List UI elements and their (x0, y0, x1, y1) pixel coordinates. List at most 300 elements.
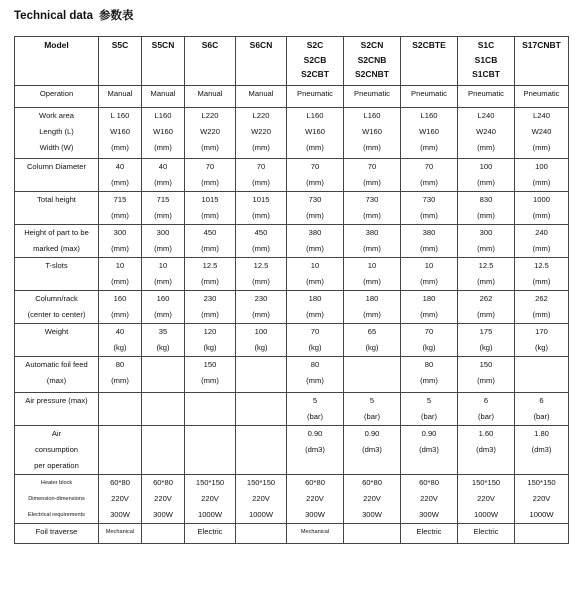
cell-text: 80 (310, 360, 320, 369)
table-cell (185, 108, 236, 159)
table-row (15, 393, 569, 426)
row-label (15, 393, 99, 426)
cell-text: (mm) (111, 244, 129, 253)
cell-text: (mm) (252, 211, 270, 220)
cell-text: (mm) (252, 310, 270, 319)
cell-text: (kg) (113, 343, 127, 352)
table-cell (99, 393, 142, 426)
cell-text: (mm) (154, 310, 172, 319)
cell-text: 70 (256, 162, 266, 171)
cell-text: (mm) (420, 211, 438, 220)
table-cell (401, 324, 458, 357)
cell-text: 220V (252, 494, 270, 503)
cell-text: S2CNB (357, 54, 387, 65)
header-model (287, 37, 344, 86)
cell-text: S2CN (360, 40, 384, 50)
table-cell (142, 291, 185, 324)
row-label (15, 192, 99, 225)
cell-text: (mm) (363, 277, 381, 286)
cell-text: W240 (476, 127, 496, 136)
table-row (15, 225, 569, 258)
row-label (15, 357, 99, 393)
cell-text: 12.5 (534, 261, 549, 270)
cell-text: (dm3) (305, 445, 325, 454)
table-cell (236, 291, 287, 324)
table-cell (142, 192, 185, 225)
cell-text: 230 (254, 294, 268, 303)
cell-text: (mm) (201, 143, 219, 152)
cell-text: Dimension-dimensions (28, 496, 85, 502)
cell-text: 1015 (252, 195, 270, 204)
cell-text: (mm) (252, 277, 270, 286)
table-cell (287, 159, 344, 192)
header-model (344, 37, 401, 86)
cell-text: 1.60 (478, 429, 494, 438)
table-cell (287, 393, 344, 426)
table-cell (344, 86, 401, 108)
cell-text: 120 (203, 327, 217, 336)
cell-text: (mm) (363, 211, 381, 220)
table-cell (515, 86, 569, 108)
cell-text: (mm) (154, 277, 172, 286)
cell-text: W240 (531, 127, 552, 136)
cell-text: 0.90 (421, 429, 437, 438)
table-cell (401, 192, 458, 225)
cell-text: 715 (113, 195, 127, 204)
table-cell (185, 475, 236, 524)
cell-text: Pneumatic (523, 89, 560, 98)
cell-text: 230 (203, 294, 217, 303)
table-cell (344, 393, 401, 426)
table-cell (458, 291, 515, 324)
table-cell (287, 86, 344, 108)
table-cell (99, 475, 142, 524)
table-cell (185, 524, 236, 544)
table-cell (344, 258, 401, 291)
cell-text: (kg) (365, 343, 379, 352)
table-cell (515, 475, 569, 524)
table-cell (401, 108, 458, 159)
table-cell (99, 159, 142, 192)
cell-text: Electrical requirements (28, 512, 85, 518)
table-cell (401, 86, 458, 108)
cell-text: Total height (37, 195, 76, 204)
cell-text: 70 (310, 162, 320, 171)
cell-text: (mm) (252, 244, 270, 253)
cell-text: 100 (254, 327, 268, 336)
table-cell (185, 159, 236, 192)
table-cell (236, 159, 287, 192)
table-cell (236, 192, 287, 225)
cell-text: 220V (363, 494, 381, 503)
cell-text: (mm) (477, 178, 495, 187)
table-cell (236, 324, 287, 357)
cell-text: 180 (422, 294, 436, 303)
cell-text: (max) (46, 376, 67, 385)
cell-text: W160 (153, 127, 173, 136)
table-cell (99, 108, 142, 159)
table-cell (401, 225, 458, 258)
cell-text: 450 (203, 228, 217, 237)
cell-text: 170 (535, 327, 548, 336)
cell-text: 380 (308, 228, 322, 237)
cell-text: W160 (305, 127, 325, 136)
table-cell (236, 108, 287, 159)
table-cell (142, 426, 185, 475)
table-cell (236, 258, 287, 291)
cell-text: 450 (254, 228, 268, 237)
cell-text: (bar) (306, 412, 324, 421)
table-cell (99, 357, 142, 393)
table-cell (99, 524, 142, 544)
table-cell (515, 393, 569, 426)
title-english: Technical data (14, 10, 94, 22)
cell-text: Heater block (40, 480, 73, 486)
table-cell (142, 524, 185, 544)
cell-text: 300 (479, 228, 493, 237)
table-cell (185, 258, 236, 291)
cell-text: Pneumatic (468, 89, 504, 98)
table-cell (142, 357, 185, 393)
cell-text: (mm) (201, 277, 219, 286)
row-label (15, 108, 99, 159)
cell-text: (mm) (477, 143, 495, 152)
table-cell (344, 524, 401, 544)
row-label (15, 524, 99, 544)
cell-text: 5 (369, 396, 375, 405)
cell-text: 80 (115, 360, 125, 369)
cell-text: (bar) (420, 412, 438, 421)
table-cell (99, 86, 142, 108)
cell-text: (mm) (532, 211, 551, 220)
cell-text: (kg) (534, 343, 549, 352)
cell-text: W160 (110, 127, 130, 136)
table-cell (515, 258, 569, 291)
cell-text: 5 (426, 396, 432, 405)
cell-text: (mm) (111, 376, 129, 385)
cell-text: Pneumatic (297, 89, 333, 98)
table-cell (236, 524, 287, 544)
table-cell (401, 357, 458, 393)
cell-text: S17CNBT (522, 40, 561, 50)
cell-text: 10 (424, 261, 434, 270)
table-cell (458, 108, 515, 159)
cell-text: 300W (153, 510, 173, 519)
cell-text: 60*80 (153, 478, 173, 487)
table-cell (401, 258, 458, 291)
cell-text: 40 (115, 327, 125, 336)
header-model (185, 37, 236, 86)
table-cell (344, 225, 401, 258)
cell-text: marked (max) (33, 244, 80, 253)
header-model-label (15, 37, 99, 86)
table-cell (185, 192, 236, 225)
cell-text: (mm) (477, 310, 495, 319)
cell-text: (dm3) (531, 445, 552, 454)
cell-text: 220V (420, 494, 438, 503)
table-cell (458, 86, 515, 108)
table-cell (458, 159, 515, 192)
cell-text: S1C (477, 40, 495, 50)
cell-text: 150 (479, 360, 493, 369)
cell-text: (mm) (252, 143, 270, 152)
cell-text: 12.5 (202, 261, 218, 270)
table-cell (236, 426, 287, 475)
header-model (236, 37, 287, 86)
cell-text: 65 (367, 327, 377, 336)
cell-text: L220 (252, 111, 270, 120)
table-cell (401, 159, 458, 192)
cell-text: per operation (34, 461, 79, 470)
cell-text: (mm) (532, 143, 551, 152)
header-row (15, 37, 569, 86)
cell-text: Work area (39, 111, 74, 120)
cell-text: 240 (535, 228, 548, 237)
technical-data-table (14, 36, 569, 544)
cell-text: 300W (362, 510, 382, 519)
cell-text: Air pressure (max) (25, 396, 88, 405)
row-label (15, 291, 99, 324)
cell-text: S6CN (249, 40, 273, 50)
table-cell (185, 357, 236, 393)
table-cell (287, 192, 344, 225)
cell-text: (mm) (363, 178, 381, 187)
cell-text: (dm3) (419, 445, 439, 454)
table-cell (185, 225, 236, 258)
table-cell (401, 426, 458, 475)
table-cell (344, 475, 401, 524)
cell-text: L160 (363, 111, 381, 120)
cell-text: 60*80 (305, 478, 325, 487)
cell-text: 300W (419, 510, 439, 519)
cell-text: Mechanical (105, 529, 135, 535)
table-cell (287, 524, 344, 544)
cell-text: 0.90 (364, 429, 380, 438)
cell-text: 150*150 (195, 478, 225, 487)
cell-text: (center to center) (27, 310, 86, 319)
cell-text: Electric (197, 527, 223, 536)
cell-text: T-slots (45, 261, 68, 270)
cell-text: W160 (419, 127, 439, 136)
table-cell (142, 225, 185, 258)
row-label (15, 426, 99, 475)
cell-text: Manual (107, 89, 133, 98)
cell-text: (mm) (306, 211, 324, 220)
table-cell (458, 357, 515, 393)
cell-text: 730 (422, 195, 436, 204)
cell-text: (mm) (306, 310, 324, 319)
cell-text: S2CNBT (354, 69, 389, 80)
table-row (15, 86, 569, 108)
cell-text: 1000 (533, 195, 550, 204)
table-cell (401, 475, 458, 524)
cell-text: 300 (156, 228, 170, 237)
table-cell (99, 192, 142, 225)
cell-text: 70 (367, 162, 377, 171)
table-cell (458, 475, 515, 524)
table-cell (458, 324, 515, 357)
row-label (15, 159, 99, 192)
table-cell (458, 393, 515, 426)
cell-text: Air (51, 429, 62, 438)
table-cell (515, 108, 569, 159)
cell-text: (mm) (201, 178, 219, 187)
cell-text: Column/rack (35, 294, 78, 303)
table-cell (236, 393, 287, 426)
title-chinese: 参数表 (99, 10, 134, 22)
cell-text: Electric (473, 527, 499, 536)
table-cell (142, 393, 185, 426)
cell-text: Pneumatic (411, 89, 447, 98)
table-cell (287, 475, 344, 524)
cell-text: S5C (111, 40, 129, 50)
cell-text: 160 (113, 294, 127, 303)
cell-text: (mm) (306, 178, 324, 187)
cell-text: L220 (201, 111, 219, 120)
cell-text: (mm) (111, 178, 129, 187)
table-cell (287, 258, 344, 291)
cell-text: 150 (203, 360, 217, 369)
header-model (515, 37, 569, 86)
cell-text: 175 (479, 327, 493, 336)
table-cell (344, 426, 401, 475)
cell-text: Weight (44, 327, 69, 336)
cell-text: 70 (424, 327, 434, 336)
cell-text: (kg) (203, 343, 217, 352)
table-cell (344, 192, 401, 225)
table-cell (515, 291, 569, 324)
table-cell (458, 426, 515, 475)
table-row (15, 524, 569, 544)
table-cell (142, 324, 185, 357)
cell-text: (mm) (420, 376, 438, 385)
cell-text: 220V (532, 494, 551, 503)
table-cell (142, 475, 185, 524)
cell-text: (mm) (252, 178, 270, 187)
cell-text: 730 (365, 195, 379, 204)
table-cell (287, 357, 344, 393)
cell-text: Operation (39, 89, 74, 98)
row-label (15, 324, 99, 357)
cell-text: 1.80 (534, 429, 549, 438)
cell-text: 1000W (529, 510, 554, 519)
cell-text: 715 (156, 195, 170, 204)
cell-text: (mm) (363, 143, 381, 152)
cell-text: (mm) (420, 178, 438, 187)
cell-text: (mm) (154, 244, 172, 253)
cell-text: 10 (158, 261, 168, 270)
cell-text: (mm) (154, 178, 172, 187)
table-cell (142, 159, 185, 192)
table-cell (458, 524, 515, 544)
cell-text: (mm) (477, 277, 495, 286)
cell-text: Automatic foil feed (25, 360, 88, 369)
table-cell (287, 426, 344, 475)
cell-text: Height of part to be (24, 228, 89, 237)
table-cell (515, 192, 569, 225)
cell-text: 80 (424, 360, 434, 369)
cell-text: (mm) (420, 143, 438, 152)
cell-text: 220V (201, 494, 219, 503)
table-cell (344, 357, 401, 393)
cell-text: S5CN (151, 40, 175, 50)
table-cell (185, 86, 236, 108)
cell-text: 150*150 (246, 478, 276, 487)
header-model (142, 37, 185, 86)
cell-text: 1015 (201, 195, 219, 204)
table-cell (236, 86, 287, 108)
cell-text: 1000W (473, 510, 499, 519)
cell-text: S1CB (474, 54, 498, 65)
cell-text: 300 (113, 228, 127, 237)
cell-text: 70 (310, 327, 320, 336)
cell-text: (bar) (533, 412, 550, 421)
header-model (99, 37, 142, 86)
cell-text: S2CBT (301, 69, 329, 80)
table-cell (287, 324, 344, 357)
cell-text: (mm) (420, 277, 438, 286)
cell-text: (mm) (532, 178, 551, 187)
cell-text: (mm) (111, 143, 129, 152)
cell-text: Foil traverse (35, 527, 78, 536)
table-cell (401, 524, 458, 544)
table-cell (515, 357, 569, 393)
cell-text: (kg) (479, 343, 493, 352)
cell-text: Electric (416, 527, 442, 536)
table-row (15, 357, 569, 393)
table-row (15, 108, 569, 159)
cell-text: (mm) (306, 244, 324, 253)
table-cell (236, 225, 287, 258)
table-cell (458, 225, 515, 258)
cell-text: (mm) (111, 277, 129, 286)
cell-text: Width (W) (39, 143, 74, 152)
table-cell (236, 475, 287, 524)
table-cell (344, 291, 401, 324)
table-cell (515, 225, 569, 258)
cell-text: (kg) (422, 343, 436, 352)
cell-text: 220V (154, 494, 172, 503)
table-cell (185, 393, 236, 426)
cell-text: 160 (156, 294, 170, 303)
cell-text: (dm3) (476, 445, 496, 454)
table-cell (401, 393, 458, 426)
header-model (401, 37, 458, 86)
table-cell (344, 324, 401, 357)
cell-text: 5 (312, 396, 318, 405)
cell-text: S1CBT (472, 69, 500, 80)
cell-text: 150*150 (471, 478, 501, 487)
table-cell (458, 258, 515, 291)
cell-text: (mm) (154, 143, 172, 152)
table-cell (185, 426, 236, 475)
cell-text: 10 (115, 261, 125, 270)
table-row (15, 291, 569, 324)
table-row (15, 159, 569, 192)
cell-text: Manual (150, 89, 176, 98)
table-row (15, 192, 569, 225)
cell-text: (mm) (201, 211, 219, 220)
table-cell (344, 108, 401, 159)
table-cell (99, 225, 142, 258)
cell-text: (mm) (532, 277, 551, 286)
cell-text: L 160 (110, 111, 130, 120)
cell-text: 262 (479, 294, 493, 303)
cell-text: (bar) (363, 412, 381, 421)
cell-text: W220 (251, 127, 271, 136)
cell-text: 60*80 (362, 478, 382, 487)
cell-text: consumption (34, 445, 79, 454)
